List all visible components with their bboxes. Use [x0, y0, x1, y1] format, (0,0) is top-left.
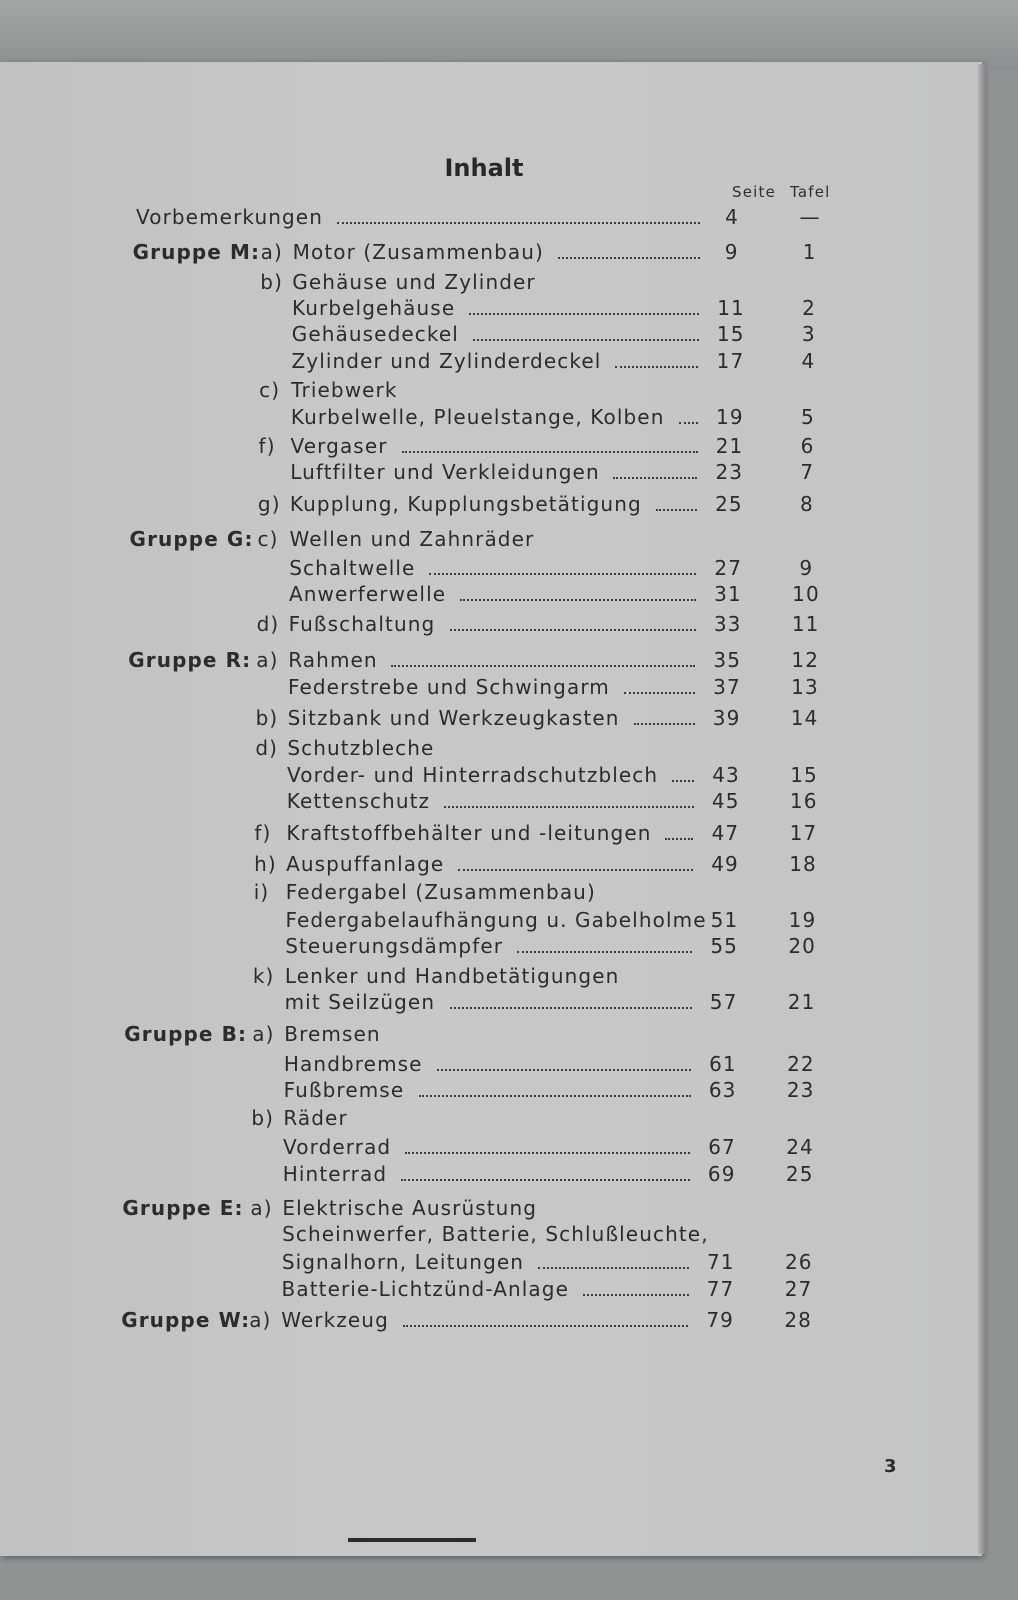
plate-ref: 24: [786, 1135, 814, 1159]
page-edge: [978, 64, 986, 1554]
plate-ref: 1: [802, 240, 817, 264]
toc-row: [0, 1022, 960, 1048]
page-ref: 15: [716, 322, 745, 346]
section-letter: a): [249, 1308, 272, 1332]
plate-ref: 25: [785, 1162, 814, 1186]
background-surface: [0, 0, 1018, 70]
page-ref: 9: [724, 240, 739, 264]
section-letter: c): [259, 378, 281, 402]
plate-ref: —: [799, 205, 821, 229]
dot-leader: [538, 1263, 689, 1269]
entry-title: Fußschaltung: [288, 612, 436, 636]
toc-row: [0, 675, 960, 701]
group-label: Gruppe R:: [128, 648, 252, 672]
page-number: 3: [884, 1456, 897, 1477]
toc-row: [0, 1250, 960, 1276]
toc-row: [0, 1052, 960, 1078]
plate-ref: 17: [789, 821, 818, 845]
page-ref: 51: [710, 908, 739, 932]
entry-title: Triebwerk: [291, 378, 398, 402]
dot-leader: [672, 776, 694, 782]
dot-leader: [450, 625, 696, 631]
entry-title: Schutzbleche: [287, 736, 435, 760]
toc-row: [0, 990, 960, 1016]
page-ref: 35: [713, 648, 742, 672]
entry-title: Vergaser: [290, 434, 388, 458]
dot-leader: [473, 335, 699, 341]
dot-leader: [656, 505, 697, 511]
section-letter: a): [260, 240, 283, 264]
entry-title: Federgabel (Zusammenbau): [285, 880, 596, 904]
plate-ref: 20: [788, 934, 817, 958]
toc-row: [0, 821, 960, 847]
toc-row: [0, 908, 960, 934]
toc-row: [0, 405, 960, 431]
toc-row: [0, 880, 960, 906]
entry-title: Steuerungsdämpfer: [285, 934, 504, 958]
dot-leader: [337, 218, 700, 224]
plate-ref: 6: [800, 434, 815, 458]
toc-row: [0, 934, 960, 960]
dot-leader: [558, 253, 700, 259]
dot-leader: [437, 1065, 691, 1071]
plate-ref: 16: [789, 789, 818, 813]
entry-title: Wellen und Zahnräder: [289, 527, 535, 551]
entry-title: Fußbremse: [283, 1078, 405, 1102]
dot-leader: [624, 688, 695, 694]
page-ref: 23: [715, 460, 744, 484]
entry-title: Federstrebe und Schwingarm: [287, 675, 610, 699]
column-header-seite: Seite: [732, 183, 777, 201]
entry-title: Motor (Zusammenbau): [292, 240, 544, 264]
entry-title: Luftfilter und Verkleidungen: [290, 460, 600, 484]
toc-row: [0, 460, 960, 486]
toc-row: [0, 582, 960, 608]
toc-row: [0, 1277, 960, 1303]
page-ref: 11: [717, 296, 745, 320]
section-letter: h): [254, 852, 277, 876]
section-letter: a): [256, 648, 279, 672]
page-ref: 47: [711, 821, 740, 845]
entry-title: Werkzeug: [281, 1308, 389, 1332]
entry-title: Vorbemerkungen: [136, 205, 323, 229]
dot-leader: [517, 947, 692, 953]
dot-leader: [419, 1091, 691, 1097]
group-label: Gruppe M:: [132, 240, 261, 264]
group-label: Gruppe E:: [122, 1196, 244, 1220]
dot-leader: [401, 1175, 690, 1181]
entry-title: Schaltwelle: [289, 556, 416, 580]
plate-ref: 8: [800, 492, 814, 516]
page-ref: 39: [712, 706, 741, 730]
plate-ref: 3: [801, 322, 816, 346]
plate-ref: 19: [788, 908, 817, 932]
toc-row: [0, 852, 960, 878]
toc-row: [0, 527, 960, 553]
section-letter: i): [253, 880, 270, 904]
toc-row: [0, 1135, 960, 1161]
section-letter: k): [252, 964, 275, 988]
page-ref: 31: [714, 582, 742, 606]
dot-leader: [429, 569, 696, 575]
toc-row: [0, 1078, 960, 1104]
plate-ref: 4: [801, 349, 816, 373]
entry-title: Lenker und Handbetätigungen: [284, 964, 620, 988]
section-letter: g): [257, 492, 281, 516]
entry-title: Scheinwerfer, Batterie, Schlußleuchte,: [282, 1222, 709, 1246]
page-ref: 77: [706, 1277, 735, 1301]
page-ref: 71: [706, 1250, 735, 1274]
dot-leader: [403, 1321, 688, 1327]
binding-strip: [348, 1538, 476, 1542]
plate-ref: 18: [789, 852, 817, 876]
plate-ref: 9: [799, 556, 814, 580]
plate-ref: 23: [786, 1078, 815, 1102]
dot-leader: [665, 834, 693, 840]
section-letter: f): [258, 434, 276, 458]
section-letter: a): [252, 1022, 275, 1046]
plate-ref: 21: [787, 990, 816, 1014]
toc-row: [0, 296, 960, 322]
entry-title: Sitzbank und Werkzeugkasten: [287, 706, 620, 730]
page-ref: 25: [715, 492, 743, 516]
plate-ref: 2: [802, 296, 816, 320]
toc-row: [0, 556, 960, 582]
entry-title: Federgabelaufhängung u. Gabelholme: [285, 908, 707, 932]
entry-title: mit Seilzügen: [284, 990, 436, 1014]
toc-row: [0, 205, 960, 231]
toc-row: [0, 706, 960, 732]
dot-leader: [450, 1003, 692, 1009]
plate-ref: 12: [791, 648, 820, 672]
page-ref: 19: [716, 405, 744, 429]
dot-leader: [460, 595, 696, 601]
page-ref: 69: [707, 1162, 736, 1186]
entry-title: Batterie-Lichtzünd-Anlage: [281, 1277, 569, 1301]
page-ref: 17: [716, 349, 745, 373]
toc-row: [0, 492, 960, 518]
dot-leader: [458, 865, 693, 871]
page-ref: 63: [708, 1078, 737, 1102]
entry-title: Zylinder und Zylinderdeckel: [291, 349, 602, 373]
page-ref: 49: [711, 852, 739, 876]
entry-title: Hinterrad: [282, 1162, 388, 1186]
page-ref: 21: [715, 434, 744, 458]
plate-ref: 26: [784, 1250, 813, 1274]
toc-row: [0, 964, 960, 990]
plate-ref: 27: [784, 1277, 813, 1301]
toc-row: [0, 1196, 960, 1222]
toc-row: [0, 789, 960, 815]
section-letter: a): [250, 1196, 273, 1220]
toc-row: [0, 1162, 960, 1188]
plate-ref: 28: [784, 1308, 813, 1332]
plate-ref: 13: [791, 675, 819, 699]
column-header-tafel: Tafel: [790, 183, 831, 201]
section-letter: b): [251, 1106, 275, 1130]
plate-ref: 7: [800, 460, 815, 484]
group-label: Gruppe G:: [129, 527, 254, 551]
section-letter: d): [255, 736, 279, 760]
dot-leader: [391, 661, 695, 667]
dot-leader: [444, 802, 694, 808]
toc-row: [0, 1222, 960, 1248]
page-ref: 43: [712, 763, 740, 787]
toc-row: [0, 434, 960, 460]
group-label: Gruppe B:: [124, 1022, 248, 1046]
entry-title: Signalhorn, Leitungen: [281, 1250, 525, 1274]
toc-row: [0, 322, 960, 348]
plate-ref: 14: [790, 706, 819, 730]
toc-row: [0, 1308, 960, 1334]
section-letter: b): [255, 706, 279, 730]
plate-ref: 22: [787, 1052, 815, 1076]
toc-row: [0, 378, 960, 404]
entry-title: Rahmen: [288, 648, 378, 672]
toc-row: [0, 240, 960, 266]
dot-leader: [679, 418, 698, 424]
entry-title: Räder: [283, 1106, 348, 1130]
entry-title: Kupplung, Kupplungsbetätigung: [289, 492, 642, 516]
entry-title: Vorderrad: [283, 1135, 392, 1159]
page-ref: 27: [714, 556, 743, 580]
plate-ref: 11: [791, 612, 820, 636]
entry-title: Kettenschutz: [286, 789, 431, 813]
page-ref: 79: [706, 1308, 735, 1332]
page-ref: 45: [711, 789, 740, 813]
entry-title: Auspuffanlage: [286, 852, 445, 876]
entry-title: Vorder- und Hinterradschutzblech: [287, 763, 659, 787]
toc-row: [0, 612, 960, 638]
entry-title: Elektrische Ausrüstung: [282, 1196, 538, 1220]
dot-leader: [583, 1290, 689, 1296]
dot-leader: [469, 309, 699, 315]
toc-row: [0, 1106, 960, 1132]
dot-leader: [402, 447, 698, 453]
page-ref: 37: [713, 675, 741, 699]
dot-leader: [615, 362, 698, 368]
dot-leader: [613, 473, 697, 479]
page-ref: 33: [713, 612, 742, 636]
section-letter: c): [257, 527, 279, 551]
toc-row: [0, 270, 960, 296]
page-ref: 57: [709, 990, 738, 1014]
toc-row: [0, 349, 960, 375]
entry-title: Gehäusedeckel: [291, 322, 459, 346]
toc-row: [0, 736, 960, 762]
entry-title: Handbremse: [283, 1052, 423, 1076]
dot-leader: [634, 719, 695, 725]
dot-leader: [405, 1148, 690, 1154]
entry-title: Kurbelgehäuse: [292, 296, 456, 320]
entry-title: Gehäuse und Zylinder: [292, 270, 536, 294]
plate-ref: 15: [790, 763, 818, 787]
toc-row: [0, 648, 960, 674]
page-ref: 61: [709, 1052, 737, 1076]
entry-title: Bremsen: [284, 1022, 381, 1046]
section-letter: b): [260, 270, 283, 294]
section-letter: d): [256, 612, 280, 636]
entry-title: Anwerferwelle: [288, 582, 447, 606]
page-ref: 4: [725, 205, 739, 229]
section-letter: f): [254, 821, 272, 845]
entry-title: Kraftstoffbehälter und -leitungen: [286, 821, 652, 845]
plate-ref: 5: [800, 405, 815, 429]
toc-row: [0, 763, 960, 789]
entry-title: Kurbelwelle, Pleuelstange, Kolben: [290, 405, 665, 429]
page-ref: 67: [708, 1135, 736, 1159]
group-label: Gruppe W:: [121, 1308, 251, 1332]
plate-ref: 10: [792, 582, 820, 606]
page-ref: 55: [710, 934, 739, 958]
page-title: Inhalt: [444, 154, 524, 182]
